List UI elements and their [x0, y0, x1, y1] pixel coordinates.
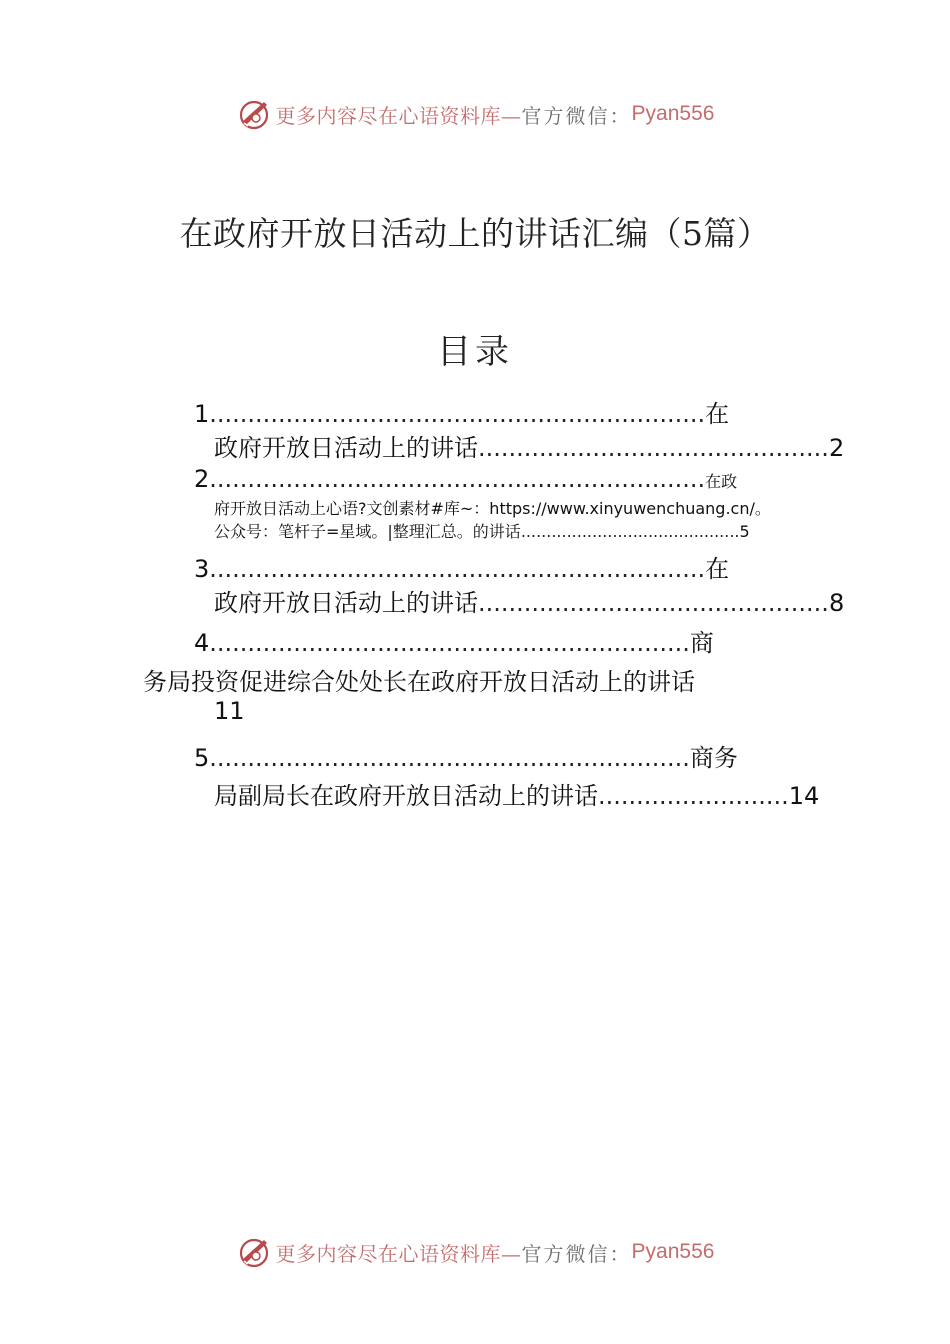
toc-dot-leader: ...........................................: [520, 522, 740, 541]
banner-slogan: 更多内容尽在心语资料库—: [275, 1241, 522, 1266]
toc-dot-leader: ..............................................: [478, 589, 829, 617]
toc-dot-leader: .................................................................: [209, 555, 706, 583]
toc-entry-page: 14: [788, 782, 820, 810]
banner-account: Pyan556: [631, 102, 715, 125]
toc-entry-4-page[interactable]: 11: [214, 697, 245, 725]
header-banner: [0, 94, 950, 134]
toc-entry-page: 5: [739, 522, 750, 541]
toc-entry-lead: 在: [705, 400, 730, 428]
toc-entry-text: 公众号：笔杆子=星域。|整理汇总。的讲话: [214, 522, 521, 541]
toc-entry-text: 政府开放日活动上的讲话: [214, 434, 478, 462]
banner-wechat-label: 官方微信：: [521, 1241, 632, 1266]
toc-entry-text: 政府开放日活动上的讲话: [214, 589, 478, 617]
footer-banner: [0, 1232, 950, 1272]
banner-slogan: 更多内容尽在心语资料库—: [275, 103, 522, 128]
toc-dot-leader: ...............................................................: [209, 744, 690, 772]
toc-dot-leader: .................................................................: [209, 465, 706, 493]
toc-entry-1-leader[interactable]: [194, 394, 729, 429]
toc-entry-4-leader[interactable]: [194, 623, 714, 658]
toc-heading: 目录: [437, 332, 513, 372]
toc-entry-2-leader[interactable]: [194, 465, 737, 493]
toc-entry-lead: 商: [689, 629, 714, 657]
toc-entry-1-title[interactable]: [214, 428, 844, 463]
toc-entry-5-leader[interactable]: [194, 738, 738, 773]
toc-entry-3-title[interactable]: [214, 583, 844, 618]
toc-dot-leader: ...............................................................: [209, 629, 690, 657]
toc-entry-number: 5: [194, 744, 210, 772]
toc-dot-leader: .................................................................: [209, 400, 706, 428]
toc-entry-text: 局副局长在政府开放日活动上的讲话: [214, 782, 598, 810]
toc-entry-number: 1: [194, 400, 210, 428]
toc-entry-page: 2: [828, 434, 845, 462]
toc-entry-lead: 在政: [705, 472, 738, 491]
toc-entry-2-title-line2[interactable]: [214, 519, 750, 542]
toc-entry-number: 2: [194, 465, 210, 493]
toc-entry-page: 8: [828, 589, 845, 617]
toc-dot-leader: .........................: [598, 782, 789, 810]
toc-entry-5-title[interactable]: [214, 776, 819, 811]
toc-entry-3-leader[interactable]: [194, 549, 729, 584]
toc-entry-number: 3: [194, 555, 210, 583]
pen-circle-logo-icon: [236, 96, 272, 132]
toc-entry-2-title-line1[interactable]: 府开放日活动上心语?文创素材#库~：https://www.xinyuwenchuang.cn/。: [214, 499, 771, 518]
document-title: 在政府开放日活动上的讲话汇编（5篇）: [179, 214, 771, 253]
toc-entry-number: 4: [194, 629, 210, 657]
banner-wechat-label: 官方微信：: [521, 103, 632, 128]
toc-entry-lead: 在: [705, 555, 730, 583]
pen-circle-logo-icon: [236, 1234, 272, 1270]
toc-entry-4-title[interactable]: 务局投资促进综合处处长在政府开放日活动上的讲话: [143, 668, 695, 696]
toc-entry-lead: 商务: [689, 744, 738, 772]
toc-dot-leader: ..............................................: [478, 434, 829, 462]
banner-account: Pyan556: [631, 1240, 715, 1263]
